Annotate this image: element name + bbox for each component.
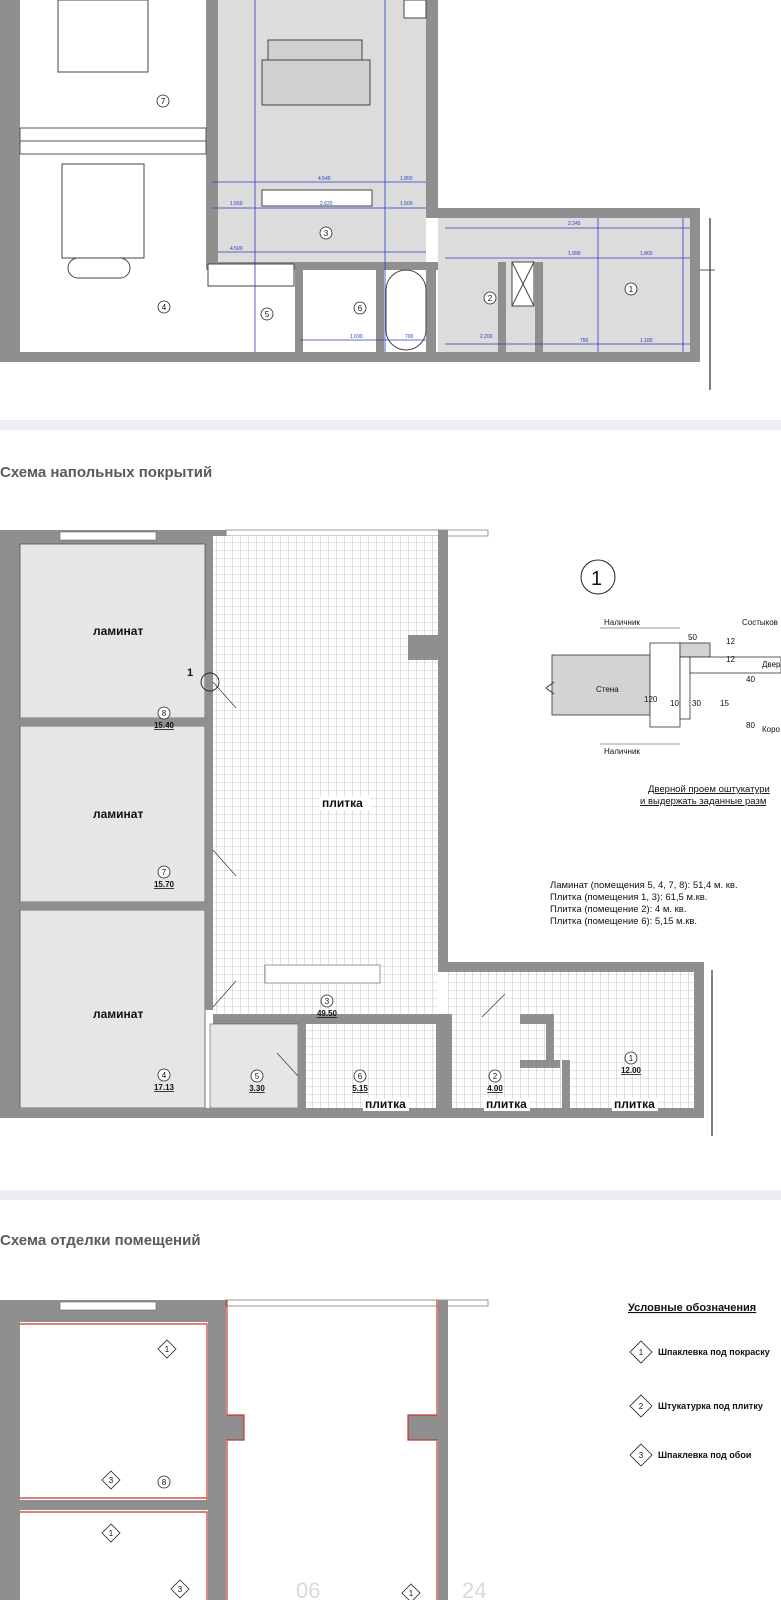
detail-dimension: 50	[688, 633, 697, 642]
detail-dimension: 40	[746, 675, 755, 684]
section-heading: Схема напольных покрытий	[0, 464, 213, 481]
section-divider	[0, 420, 781, 430]
room-finishing-sheet	[0, 1200, 781, 1600]
room-finishing-drawing	[0, 1200, 781, 1600]
room-number: 4	[161, 1071, 167, 1080]
detail-dimension: 12	[726, 655, 735, 664]
section-divider	[0, 1190, 781, 1200]
detail-id: 1	[591, 568, 603, 590]
room-number: 1	[628, 285, 634, 294]
detail-label: Стена	[596, 685, 619, 694]
dimension-label: 4.500	[230, 246, 243, 252]
room-area: 12.00	[620, 1066, 642, 1075]
room-number: 2	[492, 1072, 498, 1081]
room-area: 3.30	[249, 1084, 265, 1093]
room-number: 5	[254, 1072, 260, 1081]
dimension-label: 1.690	[350, 334, 363, 340]
material-label: плитка	[486, 1097, 527, 1111]
finish-marker: 1	[108, 1529, 114, 1538]
area-total-line: Плитка (помещение 2): 4 м. кв.	[550, 904, 687, 915]
detail-label: Наличник	[604, 618, 640, 627]
material-label: ламинат	[93, 807, 144, 821]
finish-marker: 1	[408, 1589, 414, 1598]
dimension-label: 1.550	[230, 201, 243, 207]
detail-label: Двер	[762, 660, 781, 669]
dimension-label: 2.200	[480, 334, 493, 340]
detail-label: Наличник	[604, 747, 640, 756]
room-number: 6	[357, 1072, 363, 1081]
legend-number: 2	[638, 1402, 644, 1411]
room-area: 49.50	[316, 1009, 338, 1018]
room-number: 5	[264, 310, 270, 319]
room-area: 4.00	[487, 1084, 503, 1093]
section-heading: Схема отделки помещений	[0, 1232, 201, 1249]
room-number: 7	[160, 97, 166, 106]
door-detail	[546, 560, 781, 807]
detail-callout-marker: 1	[187, 667, 194, 679]
plan-dimensions-drawing	[0, 0, 781, 412]
legend-label: Шпаклевка под покраску	[658, 1347, 770, 1357]
area-totals	[550, 880, 738, 927]
detail-dimension: 15	[720, 699, 729, 708]
room-number: 3	[324, 997, 330, 1006]
finish-marker: 1	[164, 1345, 170, 1354]
room-area: 17.13	[153, 1083, 175, 1092]
room-number: 2	[487, 294, 493, 303]
area-total-line: Плитка (помещения 1, 3): 61,5 м.кв.	[550, 892, 708, 903]
dimension-label: 1.990	[568, 251, 581, 257]
finish-marker: 3	[177, 1585, 183, 1594]
room-number: 6	[357, 304, 363, 313]
room-area: 15.40	[153, 721, 175, 730]
dimension-label: 2.245	[568, 221, 581, 227]
dimension-label: 1.850	[400, 176, 413, 182]
detail-dimension: 12	[726, 637, 735, 646]
floor-coverings-drawing	[0, 430, 781, 1188]
floor-coverings-sheet	[0, 430, 781, 1188]
dimension-label: 1.500	[400, 201, 413, 207]
room-area: 5.15	[352, 1084, 368, 1093]
finish-markers	[102, 1340, 420, 1600]
dimension-label: 1.180	[640, 338, 653, 344]
detail-dimension: 120	[644, 695, 658, 704]
legend-number: 1	[638, 1348, 644, 1357]
finish-marker: 3	[108, 1476, 114, 1485]
page-number: 24	[462, 1578, 487, 1600]
material-label: плитка	[322, 796, 363, 810]
material-label: плитка	[365, 1097, 406, 1111]
detail-note: Дверной проем оштукатури	[648, 784, 770, 795]
plan-dimensions-sheet	[0, 0, 781, 412]
legend-number: 3	[638, 1451, 644, 1460]
room-number: 7	[161, 868, 167, 877]
detail-note: и выдержать заданные разм	[640, 796, 767, 807]
detail-label: Коро	[762, 725, 781, 734]
detail-dimension: 30	[692, 699, 701, 708]
detail-dimension: 80	[746, 721, 755, 730]
dimension-label: 1.860	[640, 251, 653, 257]
area-total-line: Ламинат (помещения 5, 4, 7, 8): 51,4 м. кв.	[550, 880, 738, 891]
material-label: плитка	[614, 1097, 655, 1111]
legend-label: Шпаклевка под обои	[658, 1450, 752, 1460]
room-area: 15.70	[153, 880, 175, 889]
legend-title: Условные обозначения	[628, 1302, 757, 1314]
detail-dimension: 10	[670, 699, 679, 708]
finish-legend	[628, 1302, 770, 1466]
room-number: 1	[628, 1054, 634, 1063]
material-label: ламинат	[93, 1007, 144, 1021]
legend-label: Штукатурка под плитку	[658, 1401, 763, 1411]
area-total-line: Плитка (помещение 6): 5,15 м.кв.	[550, 916, 698, 927]
dimension-label: 4.540	[318, 176, 331, 182]
room-number: 3	[323, 229, 329, 238]
room-number: 8	[161, 709, 167, 718]
detail-label: Состыков	[742, 618, 778, 627]
page-number: 06	[296, 1578, 321, 1600]
dimension-label: 700	[405, 334, 414, 340]
room-number: 4	[161, 303, 167, 312]
room-number: 8	[161, 1478, 167, 1487]
dimension-label: 750	[580, 338, 589, 344]
material-label: ламинат	[93, 624, 144, 638]
dimension-label: 2.620	[320, 201, 333, 207]
